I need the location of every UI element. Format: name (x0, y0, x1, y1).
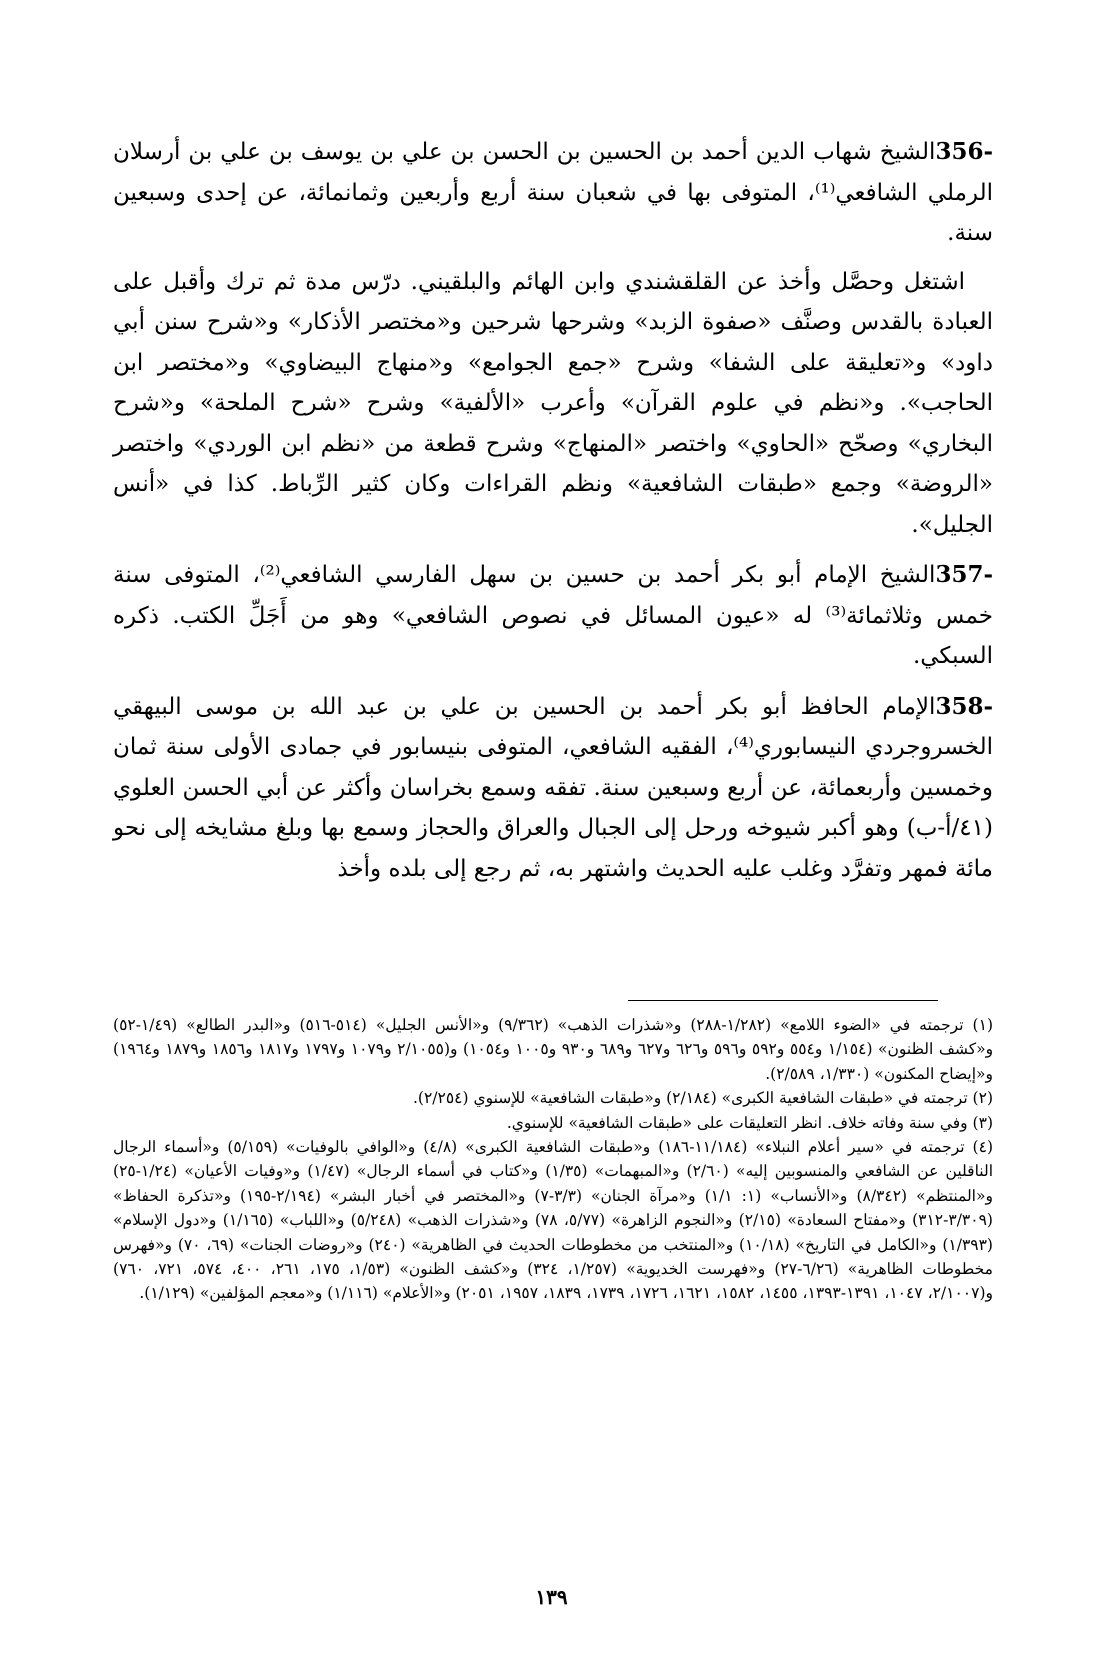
entry-357 (113, 555, 993, 677)
footnote-1: (١) ترجمته في «الضوء اللامع» (١/٢٨٢-٢٨٨) و«شذرات الذهب» (٩/٣٦٢) و«الأنس الجليل» (٥١٤-٥١٦) و«البدر الطالع» (١/٤٩-٥٢) و«كشف الظنون» (١/١٥٤ و٥٥٤ و٥٩٢ و٥٩٦ و٦٢٦ و٦٢٧ و٦٨٩ و٩٣٠ و١٠٠٥ و١٠٥٤) و(٢/١٠٥٥ و١٠٧٩ و١٧٩٧ و١٨١٧ و١٨٥٦ و١٨٧٩ و١٩٦٤) و«إيضاح المكنون» (١/٣٣٠، ٢/٥٨٩). (113, 1016, 994, 1083)
entry-text: 356-الشيخ شهاب الدين أحمد بن الحسين بن الحسن بن علي بن يوسف بن علي بن أرسلان الرملي الشافعي⁽¹⁾، المتوفى بها في شعبان سنة أربع وأربعين وثمانمائة، عن إحدى وسبعين سنة. (113, 138, 993, 246)
page-number: ١٣٩ (535, 1585, 568, 1609)
entry-text: 358-الإمام الحافظ أبو بكر أحمد بن الحسين بن علي بن عبد الله بن موسى البيهقي الخسروجردي النيسابوري⁽⁴⁾، الفقيه الشافعي، المتوفى بنيسابور في جمادى الأولى سنة ثمان وخمسين وأربعمائة، عن أربع وسبعين سنة. تفقه وسمع بخراسان وأكثر عن أبي الحسن العلوي (٤١/أ-ب) وهو أكبر شيوخه ورحل إلى الجبال والعراق والحجاز وسمع بها وبلغ مشايخه إلى نحو مائة فمهر وتفرَّد وغلب عليه الحديث واشتهر به، ثم رجع إلى بلده وأخذ (113, 692, 993, 882)
entry-text: 357-الشيخ الإمام أبو بكر أحمد بن حسين بن سهل الفارسي الشافعي⁽²⁾، المتوفى سنة خمس وثلاثمائة⁽³⁾ له «عيون المسائل في نصوص الشافعي» وهو من أَجَلِّ الكتب. ذكره السبكي. (113, 561, 993, 669)
main-text (113, 132, 993, 899)
entry-paragraph: اشتغل وحصَّل وأخذ عن القلقشندي وابن الهائم والبلقيني. درّس مدة ثم ترك وأقبل على العبادة بالقدس وصنَّف «صفوة الزبد» وشرحها شرحين و«مختصر الأذكار» و«شرح سنن أبي داود» و«تعليقة على الشفا» وشرح «جمع الجوامع» و«منهاج البيضاوي» و«مختصر ابن الحاجب». و«نظم في علوم القرآن» وأعرب «الألفية» وشرح «شرح الملحة» و«شرح البخاري» وصحّح «الحاوي» واختصر «المنهاج» وشرح قطعة من «نظم ابن الوردي» واختصر «الروضة» وجمع «طبقات الشافعية» ونظم القراءات وكان كثير الرِّباط. كذا في «أنس الجليل». (113, 268, 993, 538)
footnote-separator (628, 1000, 938, 1001)
entry-358 (113, 687, 993, 890)
entry-356 (113, 132, 993, 545)
entry-number: 356- (935, 138, 993, 165)
entry-number: 357- (935, 561, 993, 588)
footnote-2: (٢) ترجمته في «طبقات الشافعية الكبرى» (٢/١٨٤) و«طبقات الشافعية» للإسنوي (٢/٢٥٤). (412, 1089, 993, 1108)
entry-number: 358- (935, 692, 993, 720)
footnote-3: (٣) وفي سنة وفاته خلاف. انظر التعليقات على «طبقات الشافعية» للإسنوي. (506, 1113, 993, 1132)
footnote-4: (٤) ترجمته في «سير أعلام النبلاء» (١١/١٨٤-١٨٦) و«طبقات الشافعية الكبرى» (٤/٨) و«الوافي بالوفيات» (٥/١٥٩) و«أسماء الرجال الناقلين عن الشافعي والمنسوبين إليه» (٢/٦٠) و«المبهمات» (١/٣٥) و«كتاب في أسماء الرجال» (١/٤٧) و«وفيات الأعيان» (١/٢٤-٢٥) و«المنتظم» (٨/٣٤٢) و«الأنساب» (١: ١/١) و«مرآة الجنان» (٣/٣-٧) و«المختصر في أخبار البشر» (٢/١٩٤-١٩٥) و«تذكرة الحفاظ» (٣/٣٠٩-٣١٢) و«مفتاح السعادة» (٢/١٥) و«النجوم الزاهرة» (٥/٧٧، ٧٨) و«شذرات الذهب» (٥/٢٤٨) و«اللباب» (١/١٦٥) و«دول الإسلام» (١/٣٩٣) و«الكامل في التاريخ» (١٠/١٨) و«المنتخب من مخطوطات الحديث في الظاهرية» (٢٤٠) و«روضات الجنات» (٦٩، ٧٠) و«فهرس مخطوطات الظاهرية» (٦/٢٦-٢٧) و«فهرست الخديوية» (١/٢٥٧، ٣٢٤) و«كشف الظنون» (١/٥٣، ١٧٥، ٢٦١، ٤٠٠، ٥٧٤، ٧٢١، ٧٦٠) و(٢/١٠٠٧، ١٠٤٧، ١٣٩١-١٣٩٣، ١٤٥٥، ١٥٨٢، ١٦٢١، ١٧٢٦، ١٧٣٩، ١٨٣٩، ١٩٥٧، ٢٠٥١) و«الأعلام» (١/١١٦) و«معجم المؤلفين» (١/١٢٩). (113, 1138, 993, 1303)
footnotes (113, 1013, 993, 1306)
